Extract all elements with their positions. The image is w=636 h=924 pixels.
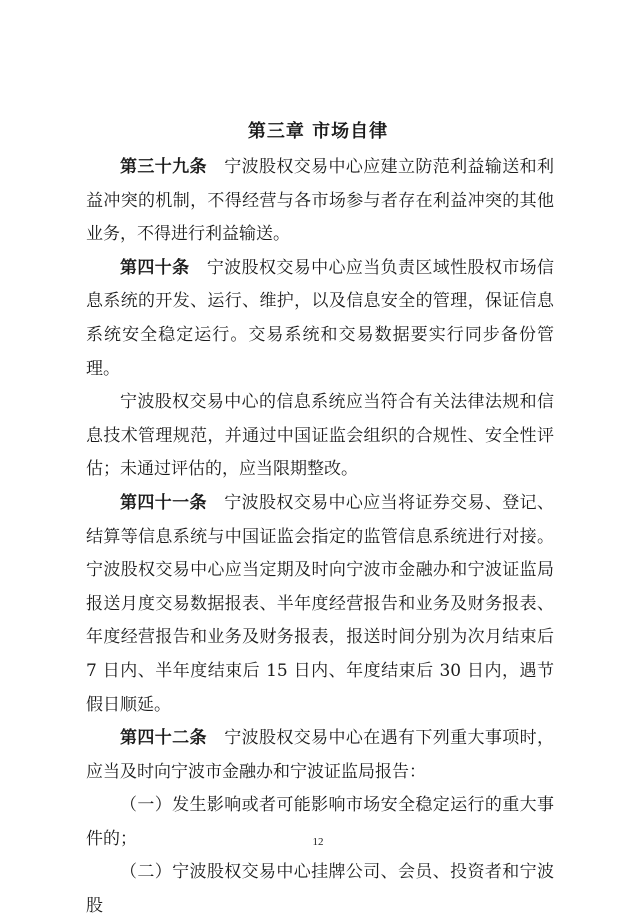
paragraph-text: 宁波股权交易中心在遇有下列重大事项时，应当及时向宁波市金融办和宁波证监局报告： (86, 728, 554, 782)
article-number: 第四十条 (120, 257, 190, 278)
chapter-title: 第三章 市场自律 (247, 121, 389, 142)
paragraph-text: （一）发生影响或者可能影响市场安全稳定运行的重大事件的； (86, 795, 554, 849)
article-number: 第四十二条 (120, 728, 207, 749)
article-number: 第四十一条 (120, 492, 207, 513)
paragraph-text: 宁波股权交易中心的信息系统应当符合有关法律法规和信息技术管理规范，并通过中国证监会组织的合规性、安全性评估；未通过评估的，应当限期整改。 (86, 392, 554, 480)
page-number: 12 (312, 836, 324, 848)
paragraph-text: 宁波股权交易中心应当负责区域性股权市场信息系统的开发、运行、维护，以及信息安全的管理，保证信息系统安全稳定运行。交易系统和交易数据要实行同步备份管理。 (86, 257, 554, 379)
paragraph-text: 宁波股权交易中心应当将证券交易、登记、结算等信息系统与中国证监会指定的监管信息系统进行对接。宁波股权交易中心应当定期及时向宁波市金融办和宁波证监局报送月度交易数据报表、半年度经营报告和业务及财务报表、年度经营报告和业务及财务报表，报送时间分别为次月结束后 7 日内、半年度结束后 15 日内、年度结束后 30 日内，遇节假日顺延。 (86, 492, 554, 715)
paragraph-text: 宁波股权交易中心应建立防范利益输送和利益冲突的机制，不得经营与各市场参与者存在利益冲突的其他业务，不得进行利益输送。 (86, 157, 554, 245)
paragraph-article-40-cont (86, 386, 554, 487)
list-item-2 (86, 856, 554, 923)
article-number: 第三十九条 (120, 157, 207, 177)
paragraph-article-42 (86, 722, 554, 789)
paragraph-article-39 (86, 151, 554, 252)
document-body (86, 151, 554, 924)
paragraph-article-41 (86, 487, 554, 722)
paragraph-text: （二）宁波股权交易中心挂牌公司、会员、投资者和宁波股 (86, 862, 554, 917)
paragraph-article-40 (86, 252, 554, 386)
